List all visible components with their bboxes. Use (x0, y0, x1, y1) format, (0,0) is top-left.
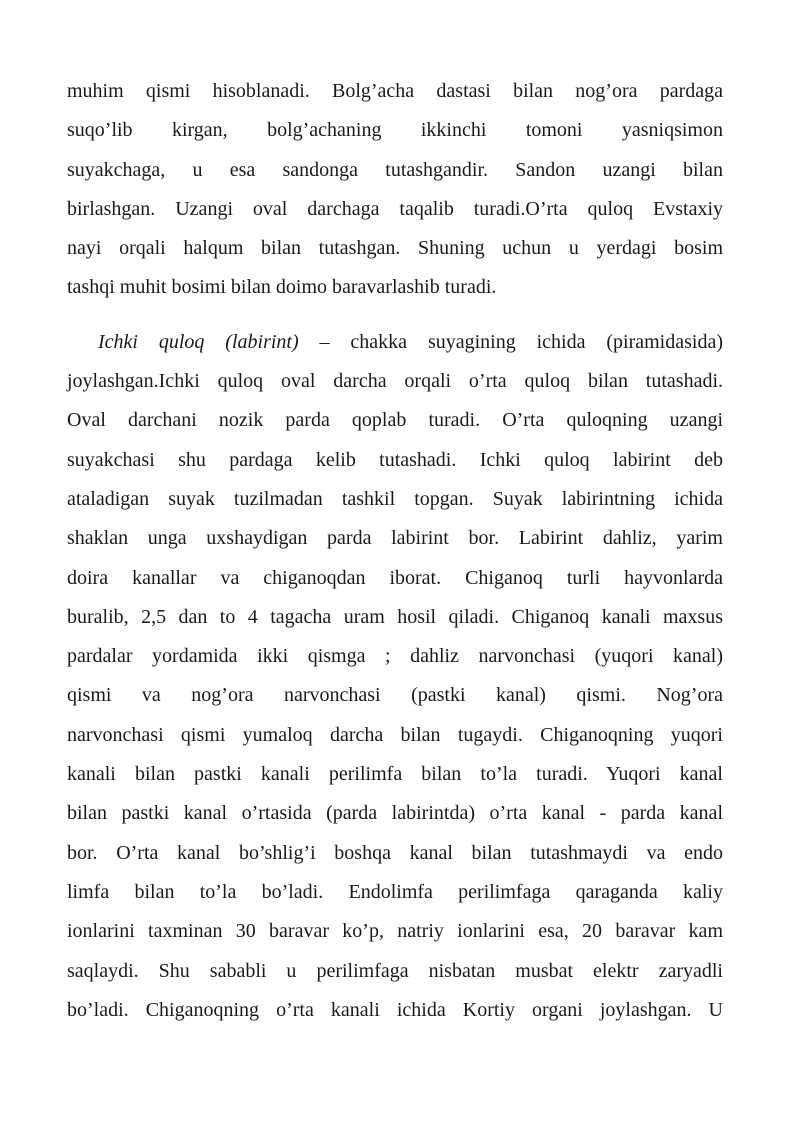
document-page (67, 72, 723, 1030)
text-line: buralib, 2,5 dan to 4 tagacha uram hosil qiladi. Chiganoq kanali maxsus (67, 605, 723, 628)
paragraph-middle-ear (67, 72, 723, 308)
text-line: bor. O’rta kanal bo’shlig’i boshqa kanal bilan tutashmaydi va endo (67, 841, 723, 864)
text-line: shaklan unga uxshaydigan parda labirint bor. Labirint dahliz, yarim (67, 527, 723, 550)
paragraph-spacer (67, 308, 723, 323)
text-line: suyakchaga, u esa sandonga tutashgandir. Sandon uzangi bilan (67, 158, 723, 181)
term-inner-ear: Ichki quloq (labirint) (98, 330, 299, 353)
text-line: qismi va nog’ora narvonchasi (pastki kanal) qismi. Nog’ora (67, 684, 723, 707)
text-line: bo’ladi. Chiganoqning o’rta kanali ichida Kortiy organi joylashgan. U (67, 998, 723, 1021)
text-line: suqo’lib kirgan, bolg’achaning ikkinchi tomoni yasniqsimon (67, 119, 723, 142)
text-line: pardalar yordamida ikki qismga ; dahliz narvonchasi (yuqori kanal) (67, 645, 723, 668)
text-line: kanali bilan pastki kanali perilimfa bilan to’la turadi. Yuqori kanal (67, 763, 723, 786)
text-line: doira kanallar va chiganoqdan iborat. Chiganoq turli hayvonlarda (67, 566, 723, 589)
paragraph-inner-ear (67, 323, 723, 1030)
text-line-rest: – chakka suyagining ichida (piramidasida) (298, 330, 723, 353)
text-line: limfa bilan to’la bo’ladi. Endolimfa perilimfaga qaraganda kaliy (67, 880, 723, 903)
text-line-first (67, 323, 723, 362)
text-line: saqlaydi. Shu sababli u perilimfaga nisbatan musbat elektr zaryadli (67, 959, 723, 982)
text-line: suyakchasi shu pardaga kelib tutashadi. Ichki quloq labirint deb (67, 448, 723, 471)
text-line: nayi orqali halqum bilan tutashgan. Shuning uchun u yerdagi bosim (67, 237, 723, 260)
text-line: tashqi muhit bosimi bilan doimo baravarlashib turadi. (67, 276, 497, 299)
text-line: joylashgan.Ichki quloq oval darcha orqali o’rta quloq bilan tutashadi. (67, 370, 723, 393)
text-line: ataladigan suyak tuzilmadan tashkil topgan. Suyak labirintning ichida (67, 487, 723, 510)
text-line: ionlarini taxminan 30 baravar ko’p, natriy ionlarini esa, 20 baravar kam (67, 920, 723, 943)
text-line: birlashgan. Uzangi oval darchaga taqalib turadi.O’rta quloq Evstaxiy (67, 197, 723, 220)
text-line: narvonchasi qismi yumaloq darcha bilan tugaydi. Chiganoqning yuqori (67, 723, 723, 746)
text-line: Oval darchani nozik parda qoplab turadi. O’rta quloqning uzangi (67, 409, 723, 432)
text-line: muhim qismi hisoblanadi. Bolg’acha dastasi bilan nog’ora pardaga (67, 80, 723, 102)
text-line: bilan pastki kanal o’rtasida (parda labirintda) o’rta kanal - parda kanal (67, 802, 723, 825)
